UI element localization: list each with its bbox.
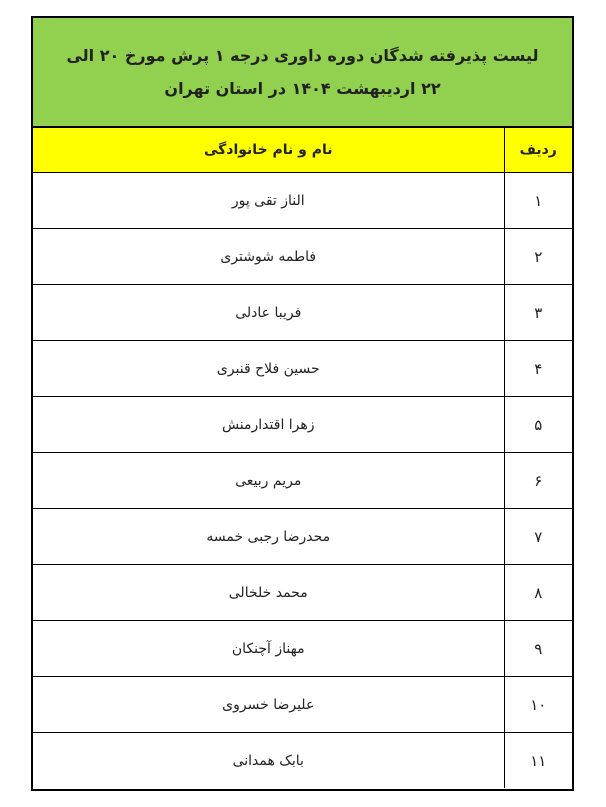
row-number-cell: ۹ — [504, 621, 572, 677]
document-title: لیست پذیرفته شدگان دوره داوری درجه ۱ پرش مورخ ۲۰ الی ۲۲ اردیبهشت ۱۴۰۴ در استان تهران — [33, 18, 572, 128]
full-name-cell: مهناز آچنکان — [33, 621, 504, 677]
full-name-cell: حسین فلاح قنبری — [33, 341, 504, 397]
full-name-cell: مریم ربیعی — [33, 453, 504, 509]
participants-table — [33, 128, 572, 788]
full-name-cell: محمد خلخالی — [33, 565, 504, 621]
table-row — [33, 509, 572, 565]
table-row — [33, 733, 572, 789]
column-header-full-name: نام و نام خانوادگی — [33, 128, 504, 173]
table-row — [33, 453, 572, 509]
full-name-cell: علیرضا خسروی — [33, 677, 504, 733]
row-number-cell: ۸ — [504, 565, 572, 621]
column-header-row-number: ردیف — [504, 128, 572, 173]
full-name-cell: فاطمه شوشتری — [33, 229, 504, 285]
table-row — [33, 565, 572, 621]
table-row — [33, 341, 572, 397]
table-row — [33, 397, 572, 453]
row-number-cell: ۱۰ — [504, 677, 572, 733]
full-name-cell: فریبا عادلی — [33, 285, 504, 341]
row-number-cell: ۱۱ — [504, 733, 572, 789]
row-number-cell: ۲ — [504, 229, 572, 285]
table-row — [33, 677, 572, 733]
row-number-cell: ۳ — [504, 285, 572, 341]
full-name-cell: زهرا اقتدارمنش — [33, 397, 504, 453]
row-number-cell: ۴ — [504, 341, 572, 397]
document-table-container — [31, 16, 574, 791]
full-name-cell: بابک همدانی — [33, 733, 504, 789]
row-number-cell: ۵ — [504, 397, 572, 453]
table-header-row — [33, 128, 572, 173]
table-row — [33, 621, 572, 677]
full-name-cell: محدرضا رجبی خمسه — [33, 509, 504, 565]
table-row — [33, 229, 572, 285]
table-row — [33, 285, 572, 341]
row-number-cell: ۱ — [504, 173, 572, 229]
full-name-cell: الناز تقی پور — [33, 173, 504, 229]
row-number-cell: ۶ — [504, 453, 572, 509]
table-row — [33, 173, 572, 229]
row-number-cell: ۷ — [504, 509, 572, 565]
